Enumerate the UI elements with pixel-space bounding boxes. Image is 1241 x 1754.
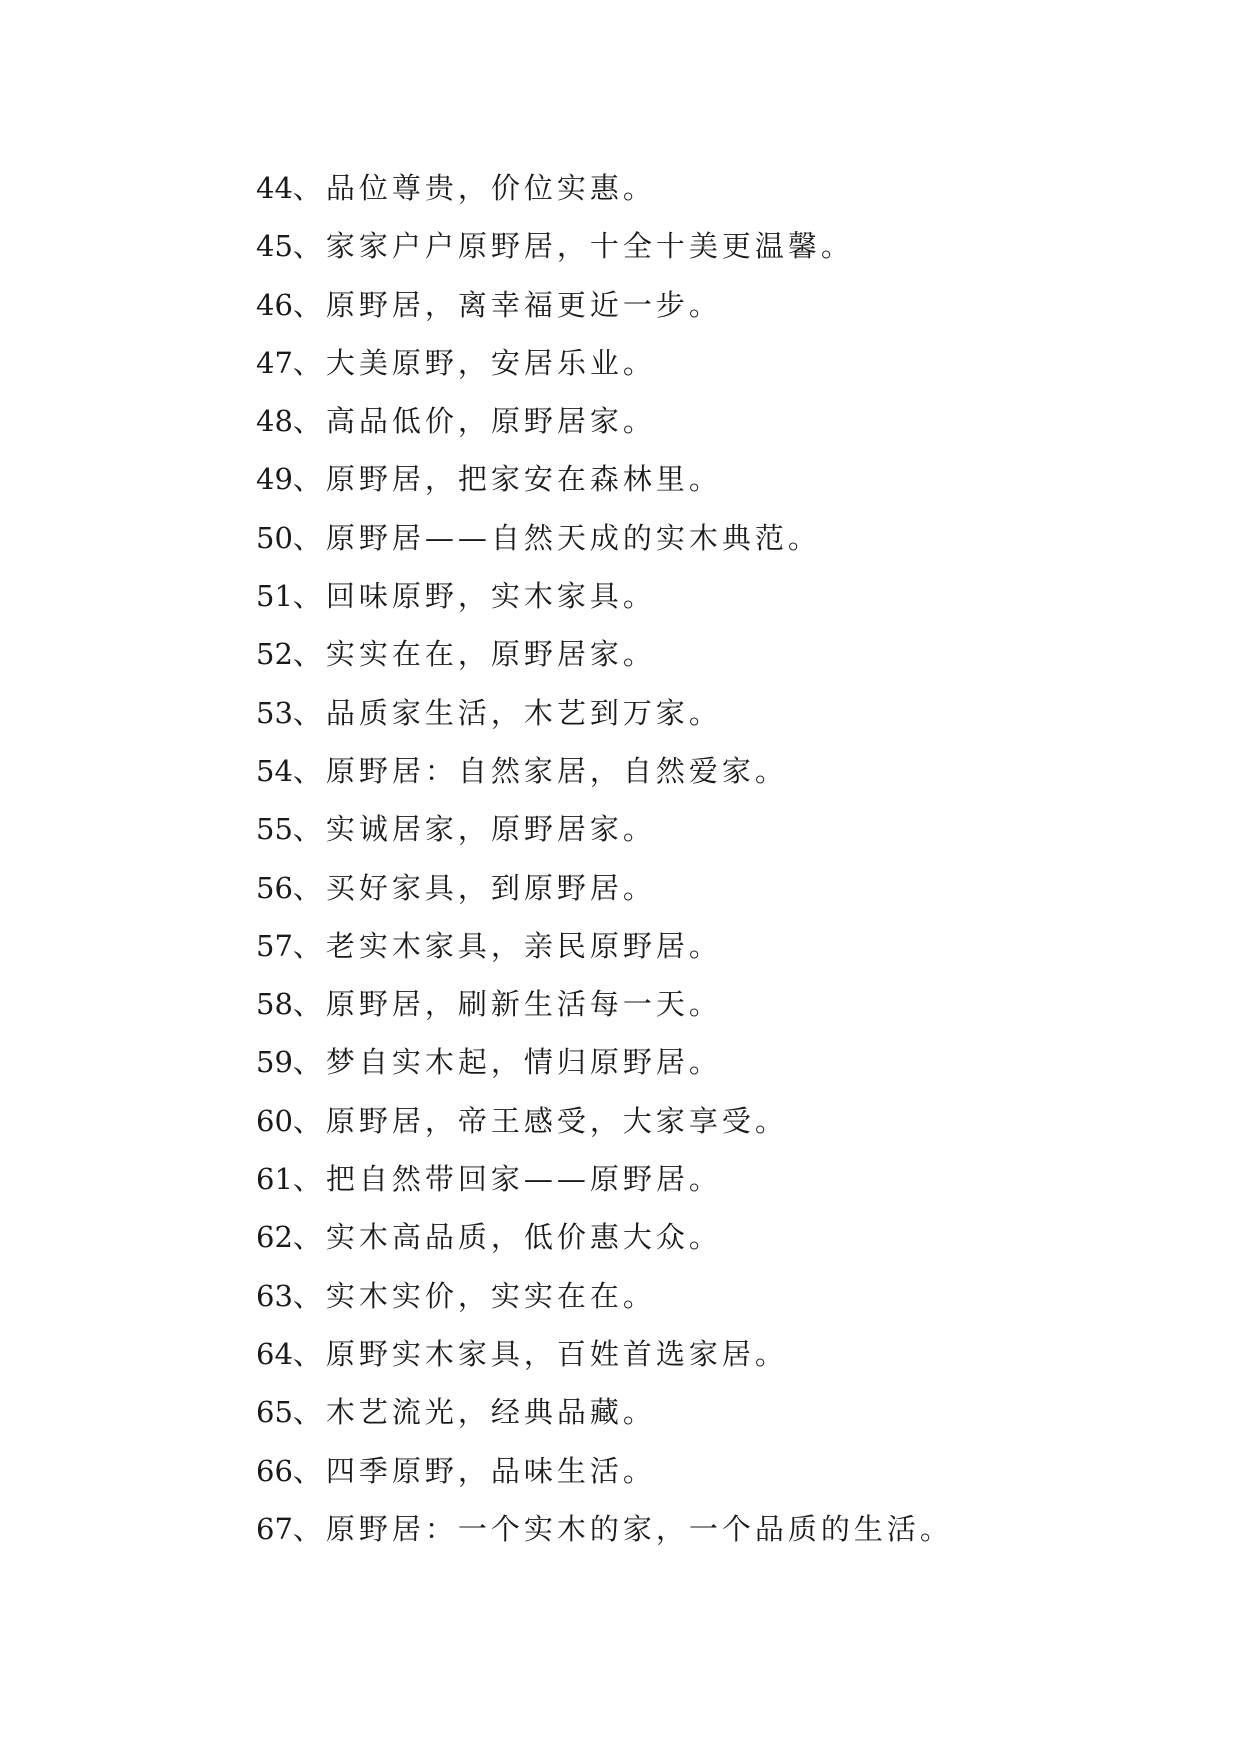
slogan-number: 60 — [256, 1103, 293, 1138]
slogan-separator: 、 — [292, 462, 326, 497]
slogan-item — [256, 684, 953, 742]
slogan-number: 49 — [256, 462, 293, 497]
slogan-text: 实木实价，实实在在。 — [325, 1278, 656, 1313]
slogan-number: 47 — [256, 345, 293, 380]
slogan-item — [256, 509, 953, 567]
slogan-separator: 、 — [292, 753, 326, 788]
slogan-number: 64 — [256, 1336, 293, 1371]
slogan-text: 品质家生活，木艺到万家。 — [325, 695, 722, 730]
slogan-text: 大美原野，安居乐业。 — [325, 345, 656, 380]
slogan-item — [256, 975, 953, 1033]
slogan-item — [256, 1092, 953, 1150]
slogan-text: 高品低价，原野居家。 — [325, 404, 656, 439]
slogan-item — [256, 1208, 953, 1266]
slogan-text: 品位尊贵，价位实惠。 — [325, 171, 656, 205]
slogan-item — [256, 159, 953, 217]
slogan-text: 老实木家具，亲民原野居。 — [325, 928, 722, 963]
slogan-number: 51 — [256, 579, 293, 614]
slogan-item — [256, 1150, 953, 1208]
slogan-separator: 、 — [292, 1278, 326, 1313]
slogan-text: 原野居，刷新生活每一天。 — [325, 987, 722, 1022]
slogan-item — [256, 859, 953, 917]
slogan-number: 61 — [256, 1162, 293, 1197]
slogan-item — [256, 1383, 953, 1441]
slogan-text: 原野居，把家安在森林里。 — [325, 462, 722, 497]
slogan-text: 买好家具，到原野居。 — [325, 870, 656, 905]
slogan-text: 原野居：自然家居，自然爱家。 — [325, 753, 788, 788]
slogan-separator: 、 — [292, 171, 326, 205]
slogan-item — [256, 217, 953, 275]
slogan-number: 55 — [256, 812, 293, 847]
slogan-separator: 、 — [292, 637, 326, 672]
slogan-separator: 、 — [292, 579, 326, 614]
slogan-item — [256, 1325, 953, 1383]
slogan-separator: 、 — [292, 928, 326, 963]
slogan-separator: 、 — [292, 987, 326, 1022]
slogan-text: 原野居：一个实木的家，一个品质的生活。 — [325, 1511, 953, 1546]
slogan-item — [256, 1033, 953, 1091]
slogan-number: 63 — [256, 1278, 293, 1313]
slogan-number: 59 — [256, 1045, 293, 1080]
slogan-number: 66 — [256, 1453, 293, 1488]
slogan-number: 50 — [256, 520, 293, 555]
slogan-separator: 、 — [292, 229, 326, 264]
slogan-number: 54 — [256, 753, 293, 788]
slogan-item — [256, 742, 953, 800]
slogan-separator: 、 — [292, 1453, 326, 1488]
slogan-number: 46 — [256, 287, 293, 322]
slogan-item — [256, 917, 953, 975]
slogan-separator: 、 — [292, 287, 326, 322]
slogan-number: 58 — [256, 987, 293, 1022]
slogan-text: 实诚居家，原野居家。 — [325, 812, 656, 847]
slogan-text: 原野居——自然天成的实木典范。 — [325, 520, 821, 555]
slogan-number: 62 — [256, 1220, 293, 1255]
slogan-number: 65 — [256, 1395, 293, 1430]
slogan-number: 57 — [256, 928, 293, 963]
slogan-separator: 、 — [292, 695, 326, 730]
slogan-text: 把自然带回家——原野居。 — [325, 1162, 722, 1197]
slogan-item — [256, 276, 953, 334]
slogan-item — [256, 625, 953, 683]
slogan-separator: 、 — [292, 1103, 326, 1138]
slogan-list — [256, 159, 953, 1558]
slogan-text: 家家户户原野居，十全十美更温馨。 — [325, 229, 854, 264]
slogan-item — [256, 1500, 953, 1558]
slogan-separator: 、 — [292, 520, 326, 555]
slogan-separator: 、 — [292, 1395, 326, 1430]
slogan-separator: 、 — [292, 1336, 326, 1371]
slogan-item — [256, 1442, 953, 1500]
slogan-separator: 、 — [292, 345, 326, 380]
slogan-number: 48 — [256, 404, 293, 439]
slogan-text: 原野居，离幸福更近一步。 — [325, 287, 722, 322]
slogan-text: 实木高品质，低价惠大众。 — [325, 1220, 722, 1255]
slogan-text: 原野居，帝王感受，大家享受。 — [325, 1103, 788, 1138]
slogan-number: 53 — [256, 695, 293, 730]
slogan-number: 45 — [256, 229, 293, 264]
slogan-separator: 、 — [292, 870, 326, 905]
slogan-separator: 、 — [292, 1162, 326, 1197]
slogan-text: 梦自实木起，情归原野居。 — [325, 1045, 722, 1080]
slogan-item — [256, 450, 953, 508]
slogan-item — [256, 567, 953, 625]
slogan-separator: 、 — [292, 1220, 326, 1255]
slogan-separator: 、 — [292, 1511, 326, 1546]
slogan-separator: 、 — [292, 404, 326, 439]
slogan-separator: 、 — [292, 812, 326, 847]
slogan-separator: 、 — [292, 1045, 326, 1080]
slogan-text: 回味原野，实木家具。 — [325, 579, 656, 614]
slogan-number: 67 — [256, 1511, 293, 1546]
slogan-text: 木艺流光，经典品藏。 — [325, 1395, 656, 1430]
slogan-number: 44 — [256, 171, 293, 205]
slogan-text: 实实在在，原野居家。 — [325, 637, 656, 672]
slogan-text: 原野实木家具，百姓首选家居。 — [325, 1336, 788, 1371]
slogan-number: 56 — [256, 870, 293, 905]
slogan-item — [256, 800, 953, 858]
slogan-item — [256, 334, 953, 392]
slogan-number: 52 — [256, 637, 293, 672]
slogan-item — [256, 392, 953, 450]
slogan-text: 四季原野，品味生活。 — [325, 1453, 656, 1488]
slogan-item — [256, 1267, 953, 1325]
